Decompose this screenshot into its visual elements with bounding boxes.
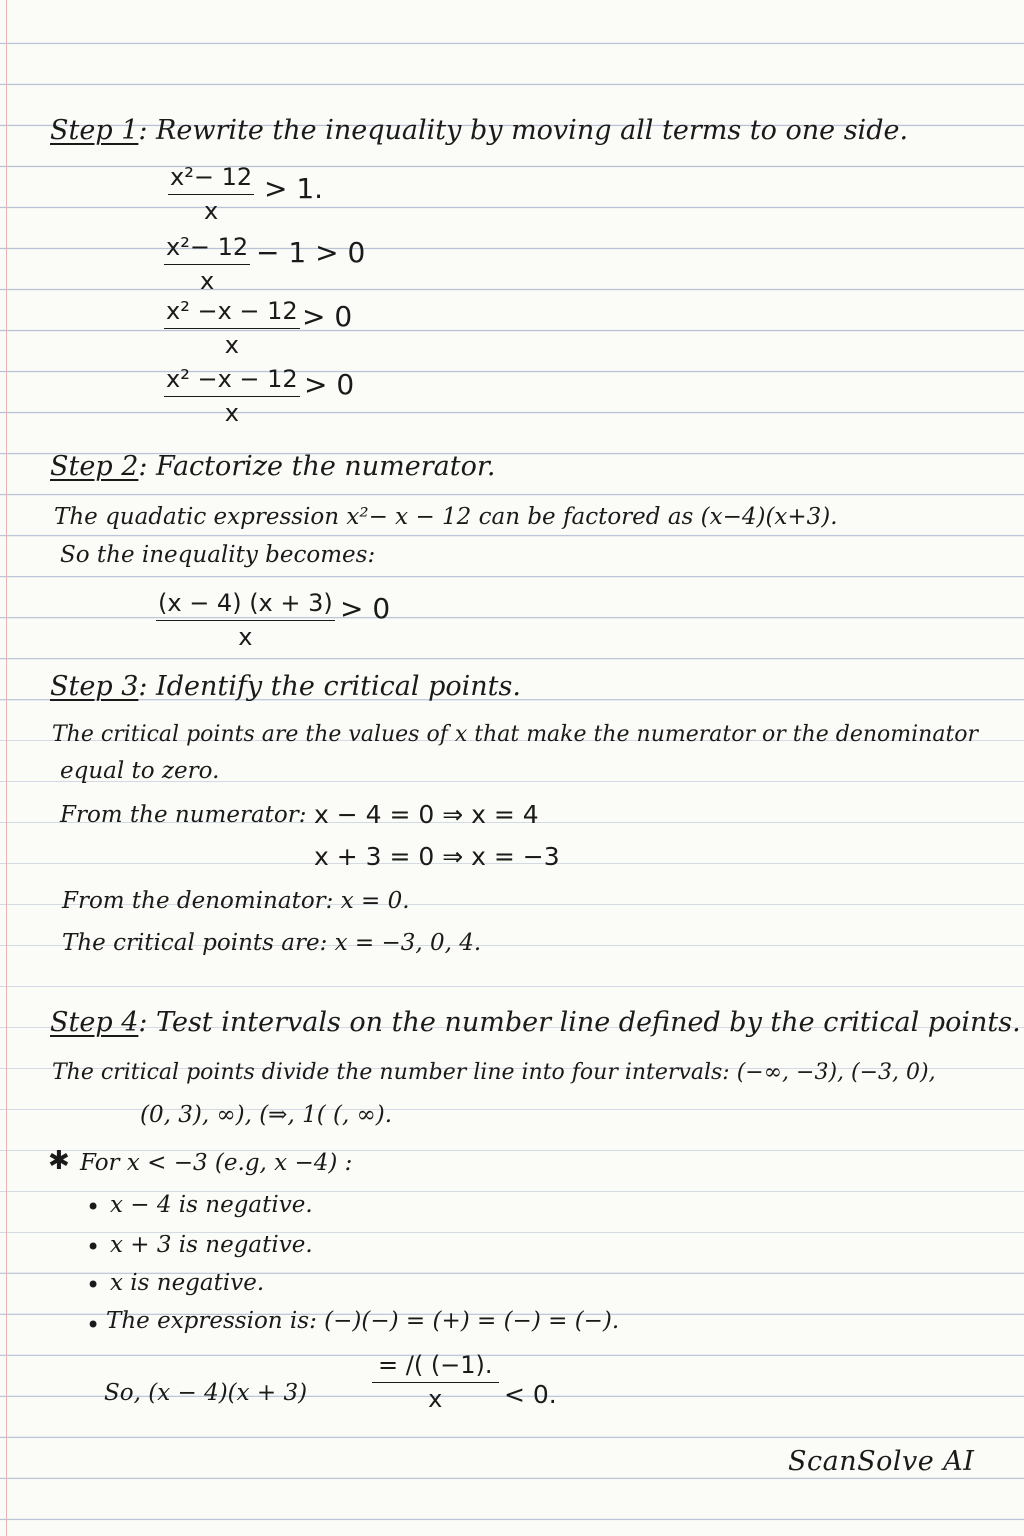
step3-equation-2: x + 3 = 0 ⇒ x = −3 bbox=[314, 842, 560, 871]
step4-text-1: The critical points divide the number line into four intervals: (−∞, −3), (−3, 0), bbox=[52, 1060, 936, 1085]
step4-conclusion-numerator: = ∕( (−1). bbox=[372, 1350, 499, 1383]
step2-heading bbox=[50, 452, 495, 482]
bullet-icon: • bbox=[86, 1271, 101, 1299]
bullet-icon: • bbox=[86, 1233, 101, 1261]
watermark: ScanSolve AI bbox=[788, 1446, 975, 1477]
step1-fraction-3 bbox=[164, 296, 300, 360]
step4-conclusion-relation: < 0. bbox=[504, 1380, 557, 1409]
step4-conclusion-left: So, (x − 4)(x + 3) bbox=[104, 1380, 308, 1406]
step3-text-3: From the numerator: bbox=[60, 802, 307, 828]
step4-conclusion-denominator: x bbox=[428, 1385, 443, 1413]
margin-line bbox=[6, 0, 7, 1536]
step4-text-2: (0, 3), ∞), (⇒, 1( (, ∞). bbox=[140, 1102, 393, 1128]
step3-equation-1: x − 4 = 0 ⇒ x = 4 bbox=[314, 800, 539, 829]
step1-relation-1: > 1. bbox=[264, 172, 324, 205]
step1-fraction-1 bbox=[168, 162, 254, 226]
step4-bullet-1: x − 4 is negative. bbox=[110, 1192, 313, 1218]
step4-conclusion-fraction bbox=[372, 1350, 499, 1414]
step4-title: : Test intervals on the number line defined by the critical points. bbox=[138, 1007, 1021, 1038]
step1-fraction-4-numerator: x² −x − 12 bbox=[164, 364, 300, 397]
step2-title: : Factorize the numerator. bbox=[138, 451, 496, 482]
step3-text-5: The critical points are: x = −3, 0, 4. bbox=[62, 930, 482, 956]
step1-relation-3: > 0 bbox=[302, 300, 353, 333]
asterisk-icon: ✱ bbox=[48, 1146, 70, 1176]
step1-fraction-1-denominator: x bbox=[203, 197, 219, 225]
step2-text-2: So the inequality becomes: bbox=[60, 542, 376, 568]
bullet-icon: • bbox=[86, 1193, 101, 1221]
step1-fraction-1-numerator: x²− 12 bbox=[168, 162, 254, 195]
step3-text-1: The critical points are the values of x that make the numerator or the denominator bbox=[52, 722, 979, 747]
step3-text-2: equal to zero. bbox=[60, 758, 220, 784]
step4-bullet-2: x + 3 is negative. bbox=[110, 1232, 313, 1258]
step2-text-1: The quadatic expression x²− x − 12 can be factored as (x−4)(x+3). bbox=[54, 504, 838, 530]
step1-fraction-3-numerator: x² −x − 12 bbox=[164, 296, 300, 329]
step4-bullet-3: x is negative. bbox=[110, 1270, 265, 1296]
step3-text-4: From the denominator: x = 0. bbox=[62, 888, 410, 914]
step1-fraction-4-denominator: x bbox=[224, 399, 239, 427]
step1-fraction-2-denominator: x bbox=[199, 267, 215, 295]
step3-title: : Identify the critical points. bbox=[138, 671, 521, 702]
step4-label: Step 4 bbox=[50, 1007, 139, 1038]
step1-relation-4: > 0 bbox=[304, 368, 355, 401]
step4-bullet-4: The expression is: (−)(−) = (+) = (−) = (−). bbox=[106, 1308, 620, 1334]
step1-fraction-2-numerator: x²− 12 bbox=[164, 232, 250, 265]
bullet-icon: • bbox=[86, 1311, 101, 1339]
step2-fraction-numerator: (x − 4) (x + 3) bbox=[156, 588, 335, 621]
step1-fraction-2 bbox=[164, 232, 250, 296]
step1-label: Step 1 bbox=[50, 115, 139, 146]
step1-title: : Rewrite the inequality by moving all terms to one side. bbox=[138, 115, 909, 146]
step2-label: Step 2 bbox=[50, 451, 139, 482]
step2-relation: > 0 bbox=[340, 592, 391, 625]
step1-heading bbox=[50, 116, 908, 146]
step3-heading bbox=[50, 672, 521, 702]
step4-heading bbox=[50, 1008, 1021, 1038]
step2-fraction-denominator: x bbox=[238, 623, 253, 651]
step1-fraction-3-denominator: x bbox=[224, 331, 239, 359]
step1-fraction-4 bbox=[164, 364, 300, 428]
step4-case: For x < −3 (e.g, x −4) : bbox=[80, 1150, 353, 1176]
step3-label: Step 3 bbox=[50, 671, 139, 702]
step2-fraction bbox=[156, 588, 335, 652]
step1-relation-2: − 1 > 0 bbox=[256, 236, 366, 269]
